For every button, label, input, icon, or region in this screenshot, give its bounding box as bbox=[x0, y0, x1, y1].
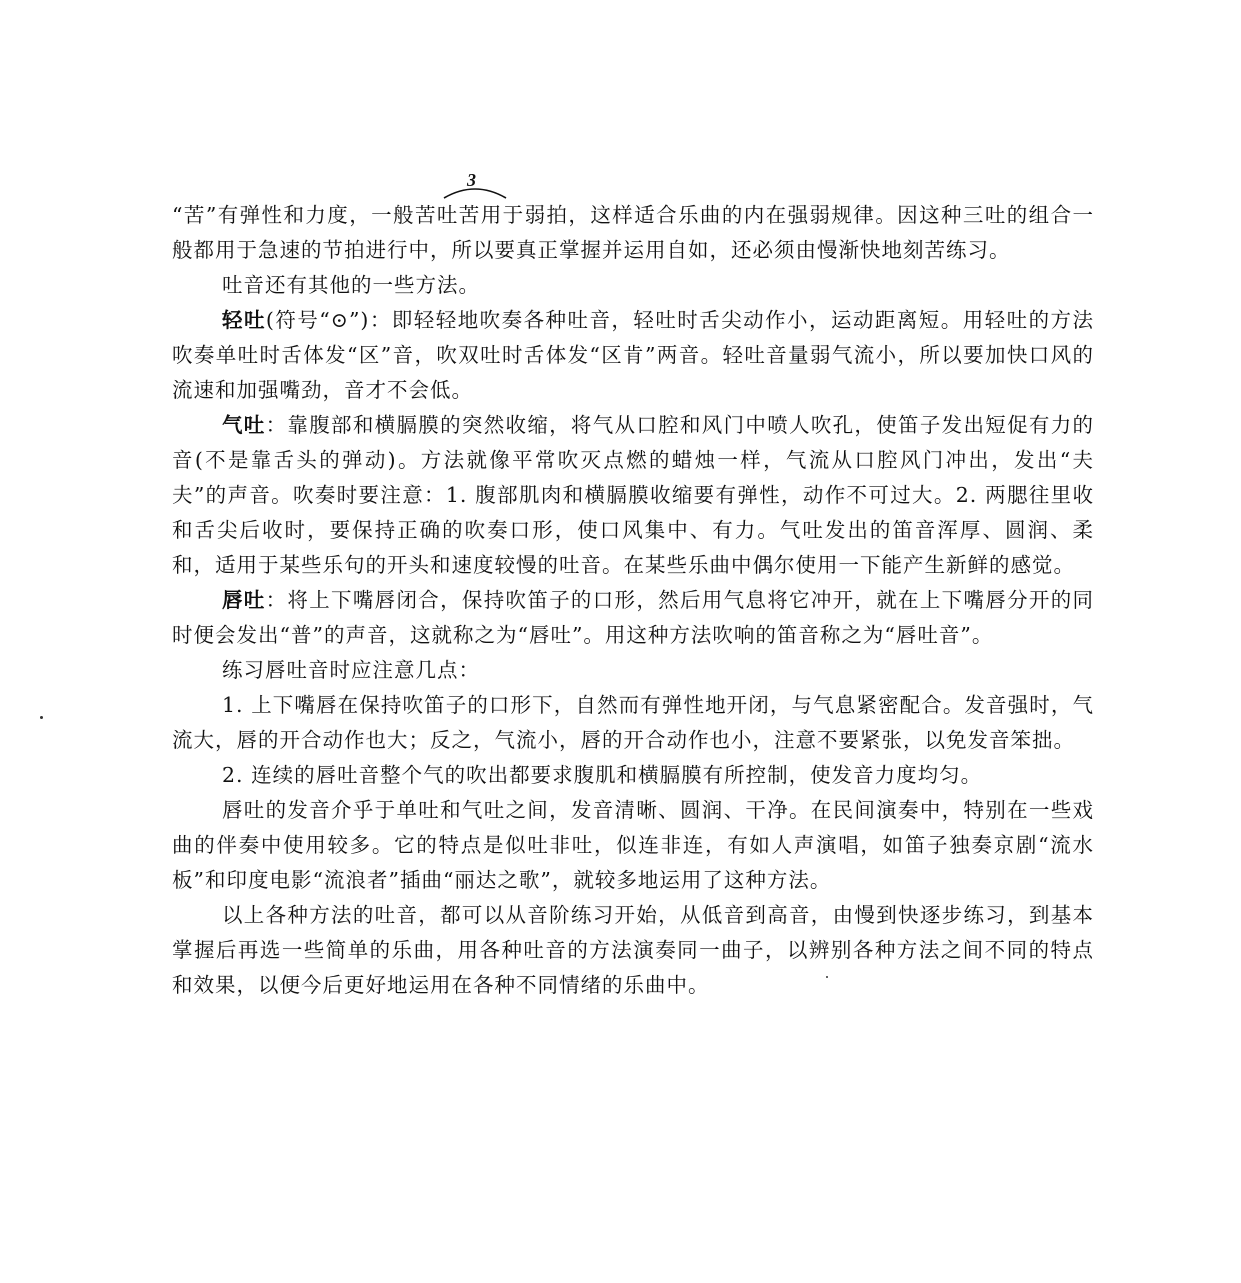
paragraph-2: 吐音还有其他的一些方法。 bbox=[222, 273, 480, 297]
term-lip-tonguing: 唇吐 bbox=[222, 588, 266, 612]
paragraph-7: 1. 上下嘴唇在保持吹笛子的口形下，自然而有弹性地开闭，与气息紧密配合。发音强时，气流大，唇的开合动作也大；反之，气流小，唇的开合动作也小，注意不要紧张，以免发音笨拙。 bbox=[172, 693, 1094, 752]
paragraph-8: 2. 连续的唇吐音整个气的吹出都要求腹肌和横膈膜有所控制，使发音力度均匀。 bbox=[222, 763, 983, 787]
body-text bbox=[172, 198, 1094, 1003]
paragraph-6: 练习唇吐音时应注意几点： bbox=[222, 658, 480, 682]
tongue-pattern: 苦吐苦 bbox=[414, 203, 481, 227]
triplet-number: 3 bbox=[467, 170, 476, 190]
paragraph-light-tonguing bbox=[172, 303, 1094, 408]
paragraph-4-text: ：靠腹部和横膈膜的突然收缩，将气从口腔和风门中喷人吹孔，使笛子发出短促有力的音(不是靠舌头的弹动)。方法就像平常吹灭点燃的蜡烛一样，气流从口腔风门冲出，发出“夫夫”的声音。吹奏时要注意：1. 腹部肌肉和横膈膜收缩要有弹性，动作不可过大。2. 两腮往里收和舌尖后收时，要保持正确的吹奏口形，使口风集中、有力。气吐发出的笛音浑厚、圆润、柔和，适用于某些乐句的开头和速度较慢的吐音。在某些乐曲中偶尔使用一下能产生新鲜的感觉。 bbox=[172, 413, 1095, 577]
term-light-tonguing: 轻吐 bbox=[222, 308, 266, 332]
scan-speck bbox=[826, 976, 828, 978]
term-breath-tonguing: 气吐 bbox=[222, 413, 266, 437]
paragraph-10: 以上各种方法的吐音，都可以从音阶练习开始，从低音到高音，由慢到快逐步练习，到基本掌握后再选一些简单的乐曲，用各种吐音的方法演奏同一曲子，以辨别各种方法之间不同的特点和效果，以便今后更好地运用在各种不同情绪的乐曲中。 bbox=[172, 903, 1094, 997]
paragraph-9: 唇吐的发音介乎于单吐和气吐之间，发音清晰、圆润、干净。在民间演奏中，特别在一些戏曲的伴奏中使用较多。它的特点是似吐非吐，似连非连，有如人声演唱，如笛子独奏京剧“流水板”和印度电影“流浪者”插曲“丽达之歌”，就较多地运用了这种方法。 bbox=[172, 798, 1094, 892]
paragraph-3-text: (符号“⊙”)：即轻轻地吹奏各种吐音，轻吐时舌尖动作小，运动距离短。用轻吐的方法吹奏单吐时舌体发“区”音，吹双吐时舌体发“区肯”两音。轻吐音量弱气流小，所以要加快口风的流速和加强嘴劲，音才不会低。 bbox=[172, 308, 1094, 402]
paragraph-lip-tonguing bbox=[172, 583, 1094, 653]
scan-speck bbox=[40, 716, 43, 719]
paragraph-1-a: “苦”有弹性和力度，一般 bbox=[172, 203, 415, 227]
paragraph-1 bbox=[172, 198, 1094, 268]
paragraph-breath-tonguing bbox=[172, 408, 1094, 583]
paragraph-5-text: ：将上下嘴唇闭合，保持吹笛子的口形，然后用气息将它冲开，就在上下嘴唇分开的同时便会发出“普”的声音，这就称之为“唇吐”。用这种方法吹响的笛音称之为“唇吐音”。 bbox=[172, 588, 1095, 647]
paragraph-1-c: 用于弱拍，这样适合乐曲的内在强弱规律。因这种三吐的组合一般都用于急速的节拍进行中，所以要真正掌握并运用自如，还必须由慢渐快地刻苦练习。 bbox=[172, 203, 1095, 262]
